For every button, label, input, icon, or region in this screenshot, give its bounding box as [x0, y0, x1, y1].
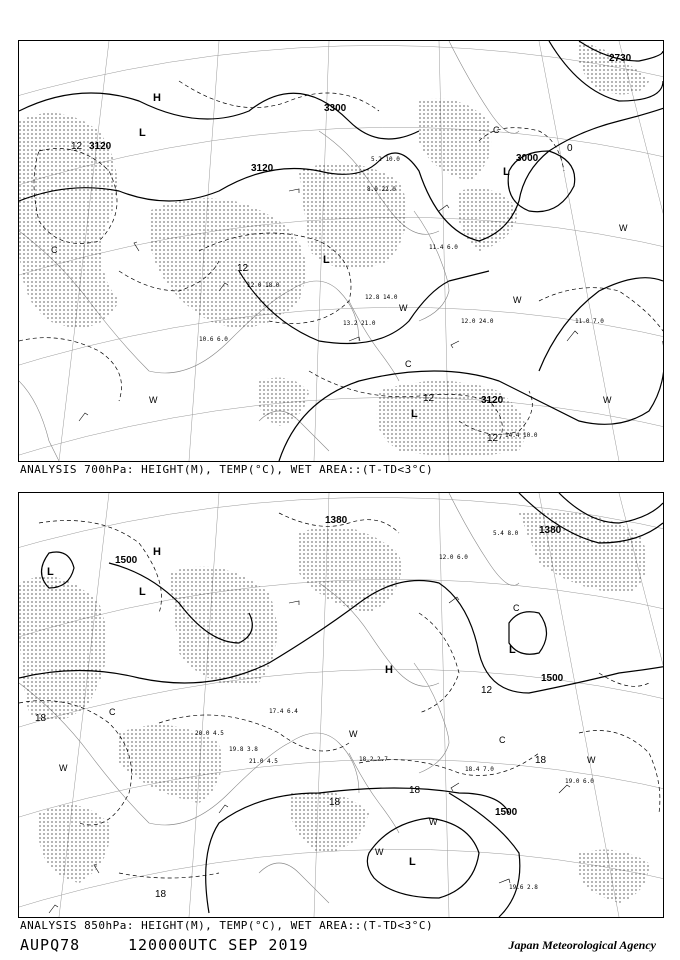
station-value: 21.0 4.5: [249, 758, 278, 765]
station-value: 5.2 10.0: [371, 156, 400, 163]
center-mark: H: [385, 664, 393, 676]
cold-mark: C: [109, 707, 116, 717]
warm-mark: W: [375, 847, 384, 857]
center-mark: H: [153, 546, 161, 558]
center-mark: L: [139, 127, 146, 139]
warm-mark: W: [587, 755, 596, 765]
cold-mark: C: [499, 735, 506, 745]
map-700hpa-svg: [19, 41, 663, 461]
station-value: 19.8 3.8: [229, 746, 258, 753]
station-value: 12.0 24.0: [461, 318, 494, 325]
pressure-centers: [47, 546, 516, 868]
center-mark: L: [409, 856, 416, 868]
warm-mark: W: [603, 395, 612, 405]
station-value: 18.4 7.0: [465, 766, 494, 773]
warm-mark: W: [349, 729, 358, 739]
station-value: 20.0 4.5: [195, 730, 224, 737]
center-mark: L: [411, 408, 418, 420]
station-value: 5.4 8.0: [493, 530, 519, 537]
height-label: 1500: [541, 673, 564, 684]
map-850hpa: [18, 492, 664, 918]
height-label: 3300: [324, 103, 347, 114]
warm-mark: W: [59, 763, 68, 773]
center-mark: L: [503, 166, 510, 178]
temp-label: 12: [423, 393, 435, 404]
warm-mark: W: [429, 817, 438, 827]
center-mark: H: [153, 92, 161, 104]
station-value: 12.0 18.0: [247, 282, 280, 289]
temp-label: 18: [535, 755, 547, 766]
height-label: 1500: [495, 807, 518, 818]
height-label: 3120: [251, 163, 274, 174]
cold-mark: C: [51, 245, 58, 255]
station-value: 10.6 6.0: [199, 336, 228, 343]
map-700hpa: [18, 40, 664, 462]
height-label: 1500: [115, 555, 138, 566]
center-mark: L: [323, 254, 330, 266]
caption-700hpa: ANALYSIS 700hPa: HEIGHT(M), TEMP(°C), WET AREA::(T-TD<3°C): [20, 463, 434, 476]
station-value: 11.4 6.0: [429, 244, 458, 251]
warm-mark: W: [513, 295, 522, 305]
station-value: 8.0 22.0: [367, 186, 396, 193]
center-mark: L: [139, 586, 146, 598]
temp-label: 18: [409, 785, 421, 796]
cold-mark: C: [405, 359, 412, 369]
temp-label: 12: [71, 141, 83, 152]
station-value: 17.4 6.4: [269, 708, 298, 715]
temp-label: 0: [567, 143, 573, 154]
chart-id: AUPQ78: [20, 936, 81, 954]
height-label: 3000: [516, 153, 539, 164]
cold-mark: C: [513, 603, 520, 613]
temp-label: 18: [329, 797, 341, 808]
station-value: 19.0 6.0: [565, 778, 594, 785]
station-value: 11.0 7.0: [575, 318, 604, 325]
map-850hpa-svg: [19, 493, 663, 917]
warm-mark: W: [149, 395, 158, 405]
height-label: 2730: [609, 53, 632, 64]
warm-mark: W: [399, 303, 408, 313]
temp-label: 12: [237, 263, 249, 274]
height-label: 1380: [325, 515, 348, 526]
warm-mark: W: [619, 223, 628, 233]
cold-mark: C: [493, 125, 500, 135]
station-value: 19.6 2.8: [509, 884, 538, 891]
station-value: 14.4 10.0: [505, 432, 538, 439]
height-label: 3120: [89, 141, 112, 152]
temp-label: 12: [481, 685, 493, 696]
valid-time: 120000UTC SEP 2019: [128, 936, 309, 954]
center-mark: L: [47, 566, 54, 578]
agency-name: Japan Meteorological Agency: [508, 938, 656, 952]
temp-label: 18: [155, 889, 167, 900]
temp-label: 18: [35, 713, 47, 724]
center-mark: L: [509, 644, 516, 656]
temp-label: 12: [487, 433, 499, 444]
station-value: 13.2 21.0: [343, 320, 376, 327]
height-label: 1380: [539, 525, 562, 536]
caption-850hpa: ANALYSIS 850hPa: HEIGHT(M), TEMP(°C), WET AREA::(T-TD<3°C): [20, 919, 434, 932]
station-value: 12.8 14.0: [365, 294, 398, 301]
height-label: 3120: [481, 395, 504, 406]
station-value: 18.2 2.7: [359, 756, 388, 763]
station-value: 12.0 6.0: [439, 554, 468, 561]
